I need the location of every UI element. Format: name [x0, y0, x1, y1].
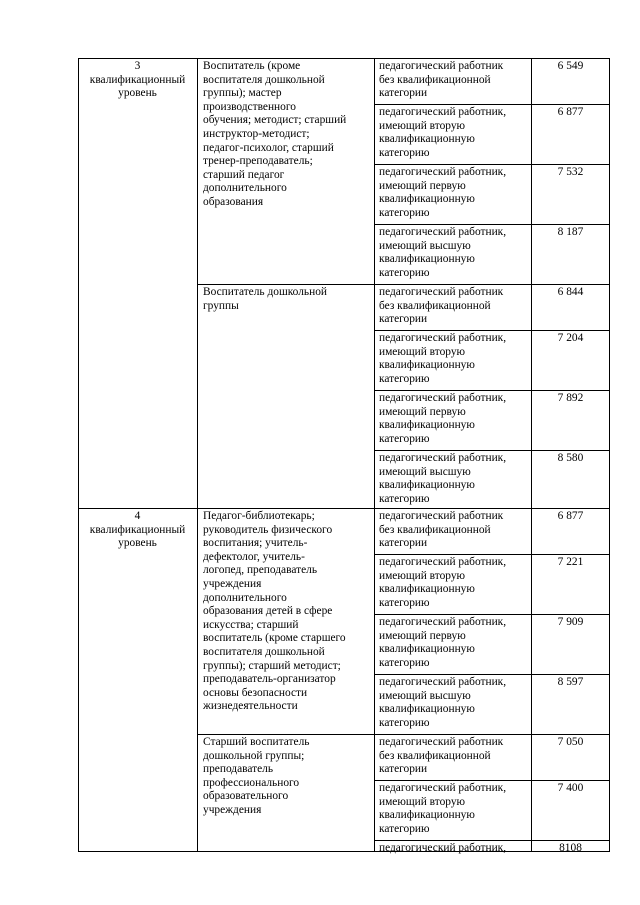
category-label: педагогический работник, имеющий первую квалификационную категорию [379, 392, 507, 445]
salary-value: 7 532 [557, 166, 584, 178]
salary-value: 7 909 [557, 616, 584, 628]
position-name: Старший воспитатель дошкольной группы; преподаватель профессионального образовательного учреждения [203, 736, 310, 816]
salary-value: 8 187 [557, 226, 584, 238]
salary-value: 7 221 [557, 556, 584, 568]
salary-value: 7 204 [557, 332, 584, 344]
position-cell [197, 284, 374, 508]
category-label: педагогический работник, имеющий вторую квалификационную категорию [379, 332, 507, 385]
salary-value: 7 050 [557, 736, 584, 748]
category-label: педагогический работник, имеющий вторую квалификационную категорию [379, 556, 507, 609]
level-label: 4 квалификационный уровень [89, 510, 186, 550]
category-label: педагогический работник, имеющий высшую квалификационную категорию [379, 452, 507, 505]
category-label: педагогический работник без квалификационной категории [379, 510, 504, 550]
salary-value: 6 549 [557, 60, 584, 72]
category-label: педагогический работник без квалификационной категории [379, 736, 504, 776]
category-label: педагогический работник, имеющий вторую квалификационную категорию [379, 782, 507, 835]
salary-value: 8 580 [557, 452, 584, 464]
category-label: педагогический работник, [379, 842, 507, 854]
category-label: педагогический работник, имеющий первую квалификационную категорию [379, 166, 507, 219]
category-label: педагогический работник, имеющий высшую квалификационную категорию [379, 226, 507, 279]
salary-value: 8 597 [557, 676, 584, 688]
salary-value: 8108 [559, 842, 582, 854]
category-label: педагогический работник без квалификационной категории [379, 60, 504, 100]
level-cell [78, 58, 197, 508]
salary-value: 6 877 [557, 510, 584, 522]
category-label: педагогический работник без квалификационной категории [379, 286, 504, 326]
salary-value: 7 400 [557, 782, 584, 794]
category-label: педагогический работник, имеющий первую квалификационную категорию [379, 616, 507, 669]
category-label: педагогический работник, имеющий высшую квалификационную категорию [379, 676, 507, 729]
position-name: Воспитатель (кроме воспитателя дошкольной группы); мастер производственного обучения; методист; старший инструктор-методист; педагог-психолог, старший тренер-преподаватель; старший педагог дополнительного образования [203, 60, 347, 208]
salary-value: 6 844 [557, 286, 584, 298]
salary-value: 6 877 [557, 106, 584, 118]
salary-value: 7 892 [557, 392, 584, 404]
level-label: 3 квалификационный уровень [89, 60, 186, 100]
category-label: педагогический работник, имеющий вторую квалификационную категорию [379, 106, 507, 159]
position-name: Воспитатель дошкольной группы [203, 286, 327, 312]
table-bottom-border [78, 851, 610, 852]
level-cell [78, 508, 197, 852]
salary-table [78, 58, 610, 852]
position-name: Педагог-библиотекарь; руководитель физического воспитания; учитель- дефектолог, учитель- логопед, преподаватель учреждения дополнительного образования детей в сфере искусства; старший воспитатель (кроме старшего воспитателя дошкольной группы); старший методист; преподаватель-организатор основы безопасности жизнедеятельности [203, 510, 346, 713]
